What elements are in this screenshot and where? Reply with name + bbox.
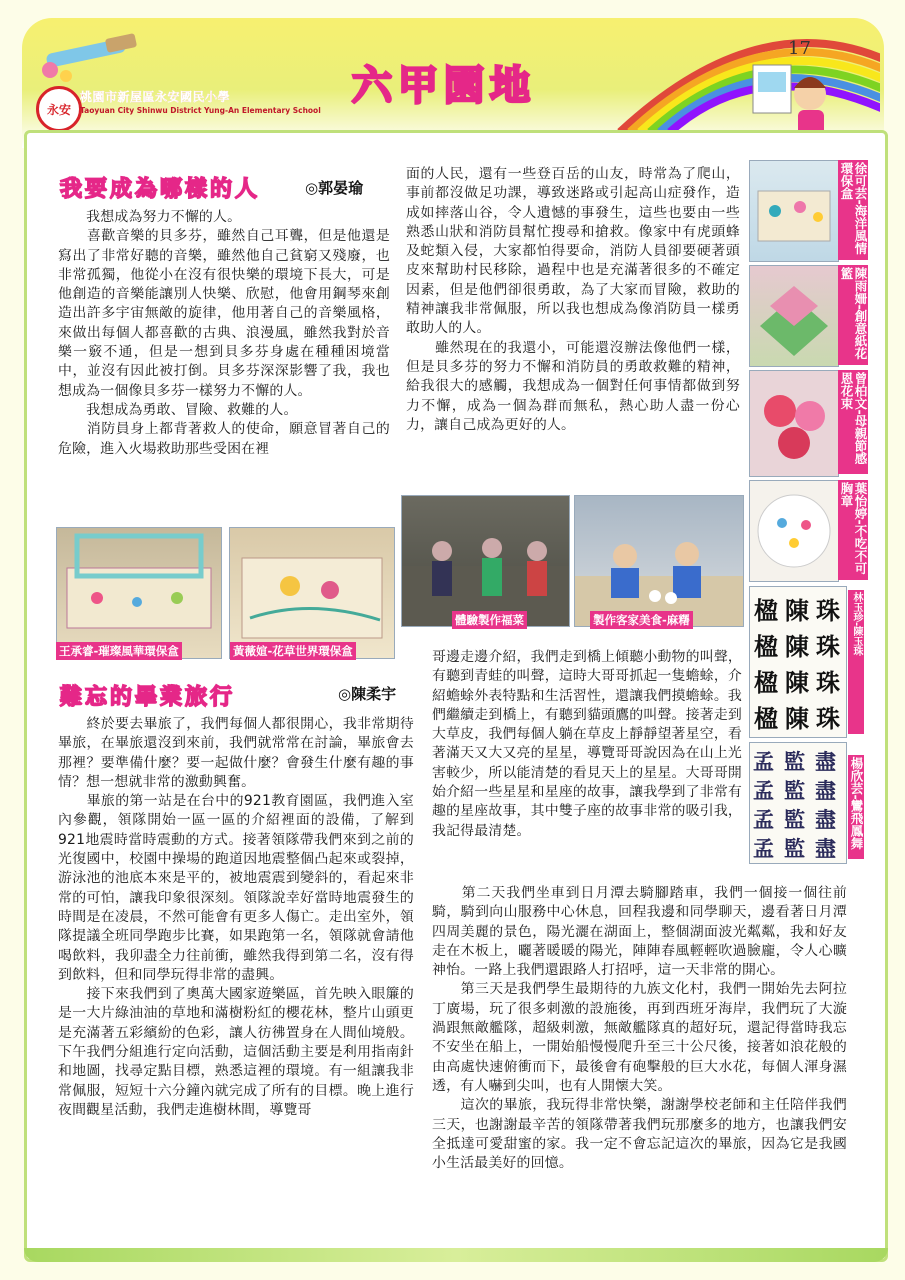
- article1-title: 我要成為哪樣的人: [60, 177, 261, 202]
- calligraphy-char: 孟: [753, 778, 774, 803]
- calligraphy-char: 陳: [785, 668, 809, 697]
- side-photo-2: [749, 265, 839, 367]
- calligraphy-char: 珠: [816, 668, 840, 697]
- caption-side-5: 林玉珍-陳玉珠: [848, 590, 864, 734]
- article1-paragraph: 我想成為勇敢、冒險、救難的人。: [58, 401, 298, 418]
- article2-paragraph: 接下來我們到了奧萬大國家遊樂區，首先映入眼簾的是一大片綠油油的草地和滿樹粉紅的櫻花林，整片山頭更是充滿著五彩繽紛的色彩，讓人彷彿置身在人間仙境般。下午我們分組進行定向活動，這個活動主要是利用指南針和地圖，找尋定點目標，熟悉這裡的環境。有一組讓我非常佩服，短短十六分鐘內就完成了所有的目標。晚上進行夜間觀星活動，我們走進樹林間，導覽哥: [58, 986, 414, 1118]
- calligraphy-char: 孟: [753, 836, 774, 861]
- caption-side-6: 楊欣芸-鸞飛鳳舞: [848, 755, 864, 859]
- calligraphy-char: 孟: [753, 807, 774, 832]
- article1-column1: [58, 208, 390, 459]
- calligraphy-char: 楹: [754, 668, 778, 697]
- article2-paragraph: 哥邊走邊介紹，我們走到橋上傾聽小動物的叫聲，有聽到青蛙的叫聲，這時大哥哥抓起一隻蟾蜍，介紹蟾蜍外表特點和生活習性，還讓我們摸蟾蜍。我們繼續走到橋上，有聽到貓頭鷹的叫聲。接著走到大草皮，我們每個人躺在草皮上靜靜望著星空，看著滿天又大又亮的星星，導覽哥哥說因為在山上光害較少，所以能清楚的看見天上的星星。大哥哥開始介紹一些星星和星座的故事，讓我學到了非常有趣的星座故事，其中雙子座的故事非常的吸引我，我記得最清楚。: [432, 649, 742, 839]
- article2-column2-top: [432, 648, 742, 841]
- caption-craft-1: 王承睿-璀璨風華環保盒: [56, 642, 182, 660]
- article2-paragraph: 終於要去畢旅了，我們每個人都很開心，我非常期待畢旅，在畢旅還沒到來前，我們就常常在討論，畢旅會去那裡？要準備什麼？要一起做什麼？會發生什麼有趣的事情？想一想就非常的激動興奮。: [58, 716, 414, 790]
- article2-paragraph: 這次的畢旅，我玩得非常快樂，謝謝學校老師和主任陪伴我們三天，也謝謝最辛苦的領隊帶著我們玩那麼多的地方，也讓我們安全抵達可愛甜蜜的家。我一定不會忘記這次的畢旅，因為它是我國小生活最美好的回憶。: [432, 1097, 847, 1172]
- calligraphy-char: 陳: [785, 596, 809, 625]
- article2-column1: [58, 715, 414, 1120]
- side-photo-1: [749, 160, 839, 262]
- side-photo-3: [749, 370, 839, 477]
- calligraphy-char: 盡: [815, 836, 836, 861]
- article2-column2-bottom: [432, 884, 847, 1173]
- activity-photo-2: [574, 495, 744, 627]
- calligraphy-char: 盡: [815, 749, 836, 774]
- article1-paragraph: 喜歡音樂的貝多芬，雖然自己耳聾，但是他還是寫出了非常好聽的音樂，雖然他自己貧窮又殘廢，也非常孤獨，他從小在沒有很快樂的環境下長大，可是他創造的音樂能讓別人快樂、欣慰，他會用鋼琴來創造出許多宇宙無敵的旋律，他用著自己的音樂風格，來做出每個人都喜歡的古典、浪漫風，雖然我對於音樂一竅不通，但是一想到貝多芬身處在種種困境當中，並沒有因此被打倒。貝多芬深深影響了我，我也想成為一個像貝多芬一樣努力不懈的人。: [58, 228, 390, 399]
- article1-author: ◎郭晏瑜: [305, 179, 364, 197]
- calligraphy-char: 監: [784, 807, 805, 832]
- craft-photo-1: [56, 527, 222, 659]
- article1-paragraph: 面的人民，還有一些登百岳的山友，時常為了爬山，事前都沒做足功課，導致迷路或引起高山症發作，造成如摔落山谷，令人遺憾的事發生，這些也要由一些熟悉山狀和消防員幫忙搜尋和搶救。像家中有虎頭蜂及蛇類入侵，大家都怕得要命，消防人員卻要硬著頭皮來幫助村民移除，過程中也是充滿著很多的不確定因素，但是他們卻很勇敢，為了大家而冒險，救助的精神讓我非常佩服，所以我也想成為像消防員一樣勇敢助人的人。: [406, 166, 740, 337]
- caption-craft-2: 黃薇媗-花草世界環保盒: [230, 642, 356, 660]
- calligraphy-char: 珠: [816, 632, 840, 661]
- side-photo-4: [749, 480, 839, 582]
- calligraphy-char: 楹: [754, 596, 778, 625]
- article2-paragraph: 第二天我們坐車到日月潭去騎腳踏車，我們一個接一個往前騎，騎到向山服務中心休息，回程我邊和同學聊天，邊看著日月潭四周美麗的景色，陽光灑在湖面上，整個湖面波光粼粼，我和好友走在木板上，曬著暖暖的陽光，陣陣春風輕輕吹過臉龐，令人心曠神怡。一路上我們還跟路人打招呼，這一天非常的開心。: [432, 885, 847, 979]
- caption-side-2: 陳雨姍-創意紙花籃: [838, 265, 868, 365]
- calligraphy-sheet-2: [749, 742, 847, 864]
- frame-bottom-border: [24, 1248, 888, 1262]
- article2-author: ◎陳柔宇: [338, 685, 397, 703]
- calligraphy-char: 監: [784, 836, 805, 861]
- school-logo-text: 永安: [46, 102, 71, 117]
- caption-activity-2: 製作客家美食-麻糬: [590, 611, 693, 629]
- painter-girl-icon: [748, 60, 838, 140]
- article1-paragraph: 雖然現在的我還小，可能還沒辦法像他們一樣，但是貝多芬的努力不懈和消防員的勇敢救難的精神，給我很大的感觸，我想成為一個對任何事情都做到努力不懈，成為一個為群而無私，熱心助人盡一份心力，讓自己成為更好的人。: [406, 339, 740, 433]
- banner-title: 六甲園地: [352, 63, 536, 109]
- school-name: 桃園市新屋區永安國民小學: [80, 90, 231, 104]
- calligraphy-char: 監: [784, 749, 805, 774]
- calligraphy-char: 監: [784, 778, 805, 803]
- calligraphy-char: 陳: [785, 704, 809, 733]
- caption-side-1: 徐可芸-海洋風情環保盒: [838, 160, 868, 260]
- caption-side-3: 曾柏文-母親節感恩花束: [838, 370, 868, 474]
- article2-title: 難忘的畢業旅行: [60, 685, 236, 710]
- caption-side-4: 葉怡婷-不吃不可胸章: [838, 480, 868, 580]
- calligraphy-sheet-1: [749, 586, 847, 738]
- article1-paragraph: 消防員身上都背著救人的使命，願意冒著自己的危險，進入火場救助那些受困在裡: [58, 421, 390, 457]
- article2-paragraph: 畢旅的第一站是在台中的921教育園區，我們進入室內參觀，領隊開始一區一區的介紹裡面的設備，了解到921地震時當時震動的方式。接著領隊帶我們來到之前的光復國中，校園中操場的跑道因地震整個凸起來或裂掉，游泳池的池底本來是平的，被地震震到變斜的，看起來非常的可怕，讓我印象很深刻。領隊說幸好當時地震發生的時間是在凌晨，不然可能會有更多人傷亡。走出室外，領隊提議全班同學跑步比賽，如果跑第一名，領隊就會請他喝飲料，我卯盡全力往前衝，雖然我得到第二名，沒有得到飲料，但和同學玩得非常的盡興。: [58, 793, 414, 983]
- paintbrush-icon: [36, 26, 146, 86]
- page-number: 17: [788, 38, 811, 59]
- calligraphy-char: 盡: [815, 778, 836, 803]
- activity-photo-1: [401, 495, 570, 627]
- calligraphy-char: 珠: [816, 704, 840, 733]
- calligraphy-char: 盡: [815, 807, 836, 832]
- school-name-english: Taoyuan City Shinwu District Yung-An Elementary School: [80, 106, 321, 115]
- calligraphy-char: 楹: [754, 704, 778, 733]
- craft-photo-2: [229, 527, 395, 659]
- calligraphy-char: 楹: [754, 632, 778, 661]
- calligraphy-char: 孟: [753, 749, 774, 774]
- article2-paragraph: 第三天是我們學生最期待的九族文化村，我們一開始先去阿拉丁廣場，玩了很多刺激的設施後，再到西班牙海岸，我們玩了大漩渦跟無敵艦隊，超級刺激，無敵艦隊真的超好玩，還記得當時我忘不安坐在船上，一開始船慢慢爬升至三十公尺後，接著如浪花般的由高處快速俯衝而下，最後會有砲擊般的巨大水花，每個人渾身濕透，有人嚇到尖叫，也有人開懷大笑。: [432, 981, 847, 1094]
- calligraphy-char: 陳: [785, 632, 809, 661]
- calligraphy-char: 珠: [816, 596, 840, 625]
- caption-activity-1: 體驗製作福菜: [452, 611, 527, 629]
- article1-column2: [406, 165, 740, 435]
- school-logo: [36, 86, 82, 132]
- article1-paragraph: 我想成為努力不懈的人。: [58, 209, 242, 225]
